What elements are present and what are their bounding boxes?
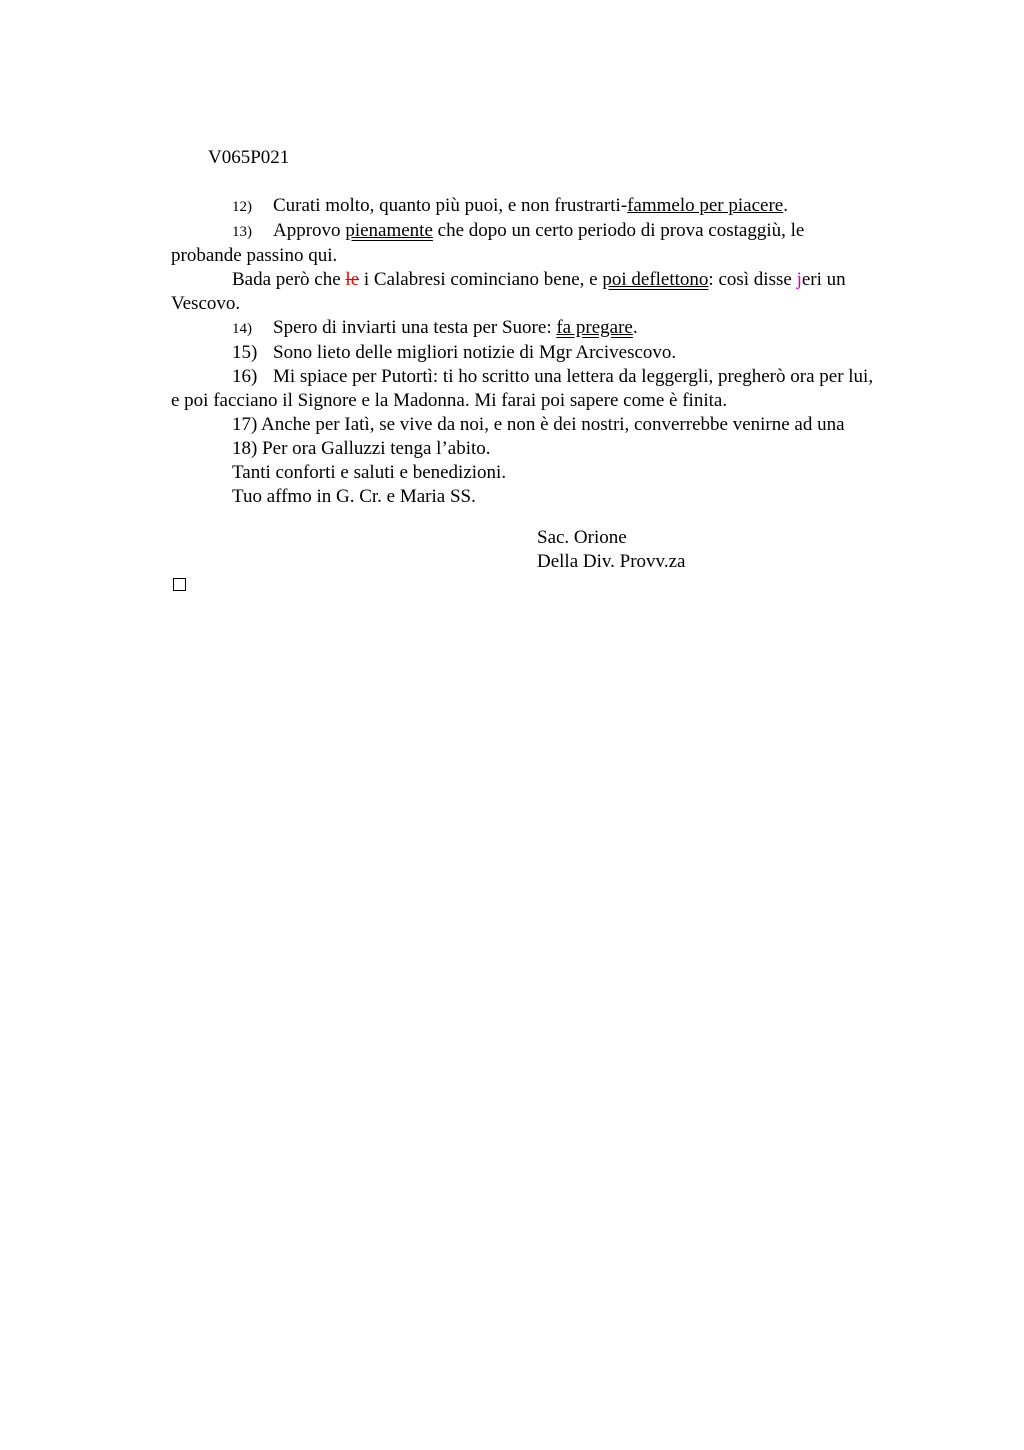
double-underlined-text: poi deflettono <box>602 269 709 290</box>
bada-continuation: Vescovo. <box>171 293 241 314</box>
item-17: 17) Anche per Iatì, se vive da noi, e non è dei nostri, converrebbe venirne ad una <box>232 414 845 435</box>
item-13-continuation: probande passino qui. <box>171 245 338 266</box>
deleted-text: le <box>345 269 360 290</box>
end-marker-square-icon <box>173 578 186 591</box>
signature-name: Sac. Orione <box>537 527 627 548</box>
double-underlined-text: fa pregare <box>556 317 633 338</box>
closing-line: Tuo affmo in G. Cr. e Maria SS. <box>232 486 476 507</box>
signature-title: Della Div. Provv.za <box>537 551 686 572</box>
item-18: 18) Per ora Galluzzi tenga l’abito. <box>232 438 491 459</box>
item-number: 16) <box>232 366 258 387</box>
item-12: 12) Curati molto, quanto più puoi, e non frustrarti-fammelo per piacere. <box>171 194 927 219</box>
document-code: V065P021 <box>208 147 290 168</box>
item-16-continuation: e poi facciano il Signore e la Madonna. Mi farai poi sapere come è finita. <box>171 390 728 411</box>
item-14: 14) Spero di inviarti una testa per Suore: fa pregare. <box>171 316 927 341</box>
item-number: 13) <box>232 224 252 240</box>
bada-paragraph: Bada però che le i Calabresi cominciano bene, e poi deflettono: così disse jeri un <box>232 269 846 290</box>
item-number: 14) <box>232 321 252 337</box>
underlined-text: fammelo per piacere <box>627 195 784 216</box>
item-16: 16) Mi spiace per Putortì: ti ho scritto una lettera da leggergli, pregherò ora per lui, <box>232 366 874 387</box>
signature-block <box>537 526 685 574</box>
item-13: 13) Approvo pienamente che dopo un certo periodo di prova costaggiù, le <box>171 219 927 244</box>
letter-body <box>171 194 927 509</box>
item-number: 15) <box>232 342 258 363</box>
item-15: 15) Sono lieto delle migliori notizie di Mgr Arcivescovo. <box>232 342 677 363</box>
double-underlined-text: pienamente <box>345 220 433 241</box>
item-number: 12) <box>232 199 252 215</box>
inserted-text: j <box>796 269 802 290</box>
greeting-line: Tanti conforti e saluti e benedizioni. <box>232 462 507 483</box>
